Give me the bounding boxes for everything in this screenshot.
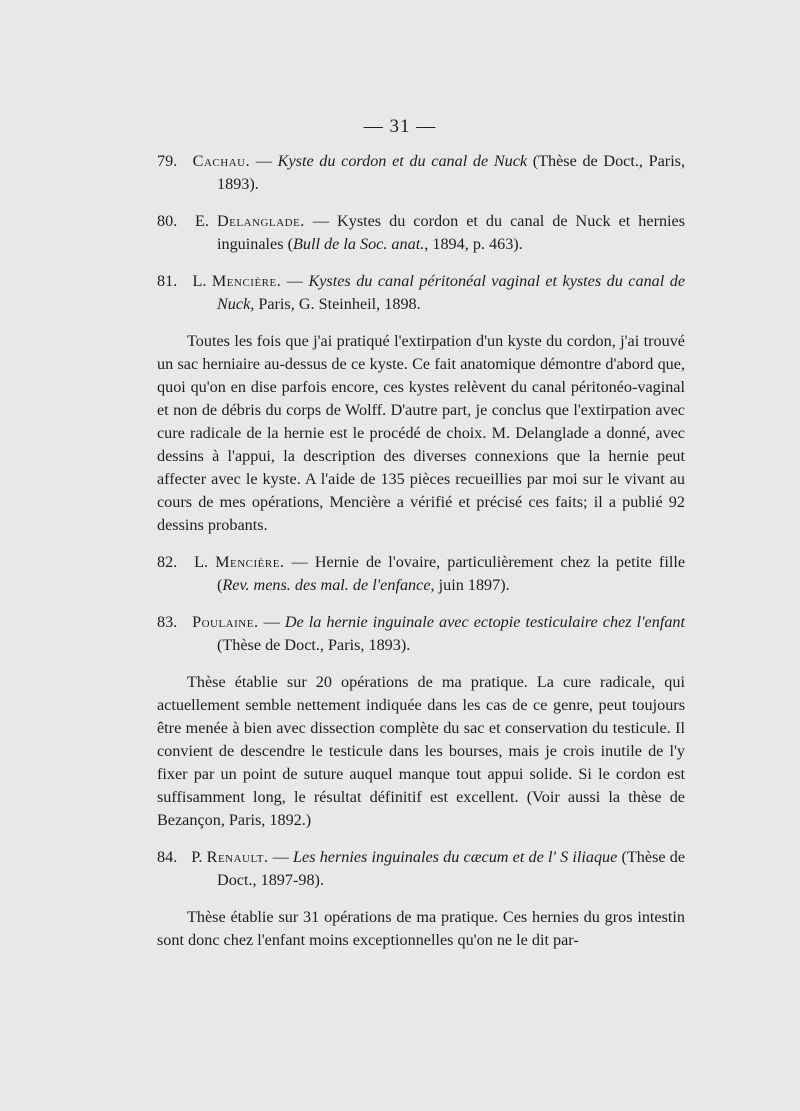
- entry-text: Kystes du cordon et du canal de Nuck et hernies inguinales (: [217, 212, 686, 253]
- bibliography-entry-83: [157, 611, 685, 657]
- entry-title: Les hernies inguinales du cæcum et de l' S iliaque: [293, 848, 618, 866]
- entry-author: Mencière.: [211, 272, 282, 290]
- entry-dash: —: [286, 272, 303, 290]
- entry-details: (Thèse de Doct., Paris, 1893).: [217, 152, 686, 193]
- bibliography-entry-79: [157, 150, 685, 196]
- page-number: — 31 —: [363, 116, 437, 137]
- entry-author: Mencière.: [215, 553, 285, 571]
- entry-dash: —: [255, 152, 272, 170]
- entry-initial: P.: [191, 848, 203, 866]
- entry-number: 79.: [157, 152, 178, 170]
- entry-dash: —: [312, 212, 330, 230]
- page-content: [157, 150, 685, 966]
- entry-author: Poulaine.: [192, 613, 259, 631]
- entry-details: , 1894, p. 463).: [424, 235, 523, 253]
- commentary-paragraph-1: Toutes les fois que j'ai pratiqué l'extirpation d'un kyste du cordon, j'ai trouvé un sac herniaire au-dessus de ce kyste. Ce fait anatomique démontre d'abord que, quoi qu'on en dise parfois encore, ces kystes relèvent du canal péritonéo-vaginal et non de débris du corps de Wolff. D'autre part, je conclus que l'extirpation avec cure radicale de la hernie est le procédé de choix. M. Delanglade a donné, avec dessins à l'appui, la description des diverses connexions que la hernie peut affecter avec le kyste. A l'aide de 135 pièces recueillies par moi sur le vivant au cours de mes opérations, Mencière a vérifié et précisé ces faits; il a publié 92 dessins probants.: [157, 332, 685, 534]
- entry-initial: E.: [195, 212, 209, 230]
- entry-journal: Rev. mens. des mal. de l'enfance,: [222, 576, 435, 594]
- entry-number: 84.: [157, 848, 178, 866]
- entry-dash: —: [272, 848, 289, 866]
- entry-title: Kyste du cordon et du canal de Nuck: [277, 152, 528, 170]
- entry-details: Paris, G. Steinheil, 1898.: [258, 295, 421, 313]
- entry-author: Renault.: [206, 848, 269, 866]
- entry-number: 83.: [157, 613, 178, 631]
- entry-details: (Thèse de Doct., 1897-98).: [217, 848, 686, 889]
- entry-details: (Thèse de Doct., Paris, 1893).: [217, 636, 411, 654]
- entry-number: 82.: [157, 553, 178, 571]
- entry-number: 81.: [157, 272, 178, 290]
- commentary-paragraph-3: Thèse établie sur 31 opérations de ma pratique. Ces hernies du gros intestin sont donc chez l'enfant moins exceptionnelles qu'on ne le dit par-: [157, 908, 685, 949]
- entry-journal: Bull de la Soc. anat.: [292, 235, 425, 253]
- entry-author: Cachau.: [192, 152, 251, 170]
- entry-title: Kystes du canal péritonéal vaginal et kystes du canal de Nuck,: [217, 272, 686, 313]
- commentary-paragraph-2: Thèse établie sur 20 opérations de ma pratique. La cure radicale, qui actuellement semble nettement indiquée dans les cas de ce genre, peut toujours être menée à bien avec dissection complète du sac et conservation du testicule. Il convient de descendre le testicule dans les bourses, mais je crois inutile de l'y fixer par un point de suture auquel manque tout appui solide. Si le cordon est suffisamment long, le résultat définitif est excellent. (Voir aussi la thèse de Bezançon, Paris, 1892.): [157, 673, 685, 829]
- entry-dash: —: [263, 613, 280, 631]
- entry-initial: L.: [194, 553, 209, 571]
- bibliography-entry-80: [157, 210, 685, 256]
- entry-details: juin 1897).: [434, 576, 510, 594]
- entry-initial: L.: [192, 272, 207, 290]
- entry-author: Delanglade.: [216, 212, 305, 230]
- entry-text: Hernie de l'ovaire, particulièrement chez la petite fille (: [217, 553, 685, 594]
- entry-dash: —: [291, 553, 308, 571]
- bibliography-entry-84: [157, 846, 685, 892]
- entry-title: De la hernie inguinale avec ectopie testiculaire chez l'enfant: [284, 613, 686, 631]
- entry-number: 80.: [157, 212, 178, 230]
- bibliography-entry-82: [157, 551, 685, 597]
- bibliography-entry-81: [157, 270, 685, 316]
